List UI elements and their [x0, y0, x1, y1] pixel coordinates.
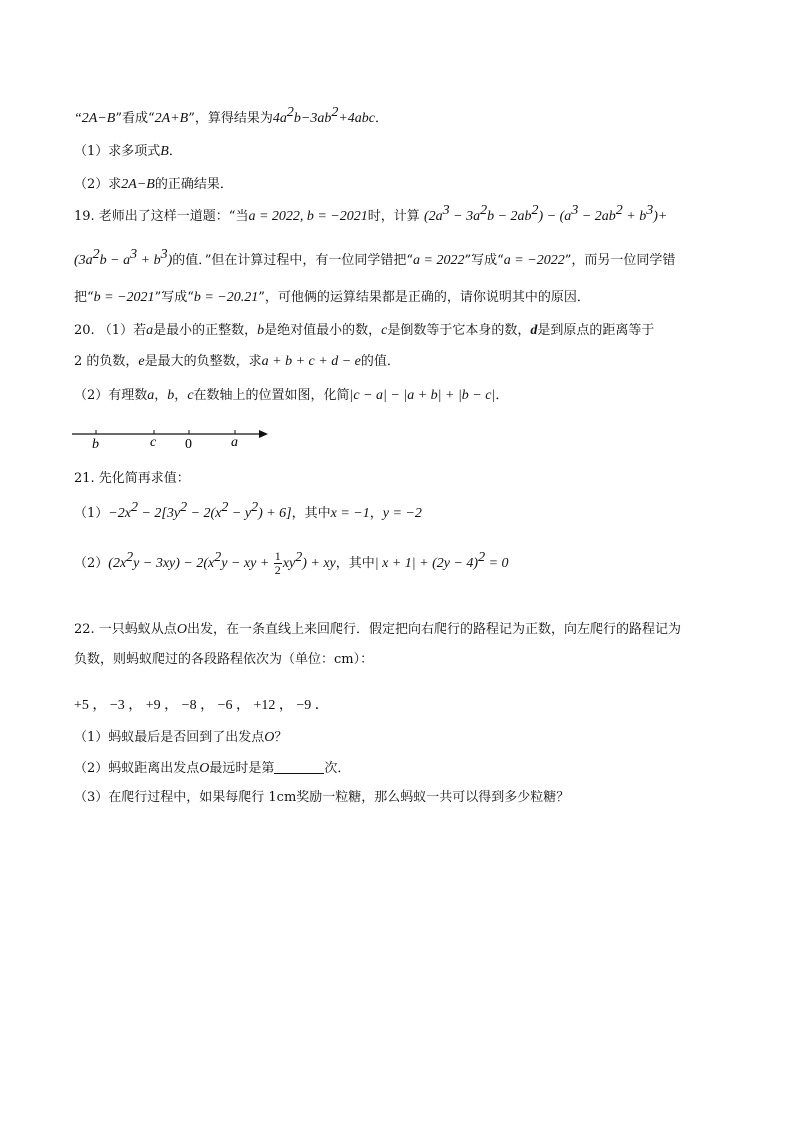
label-a: a: [231, 435, 238, 450]
q22-line2: 负数，则蚂蚁爬过的各段路程依次为（单位：cm）：: [74, 652, 374, 667]
q21-sub2: $(2)(2x^2y - 3xy) - 2(x^2y$ − xy + $\frac{1}{2}$ $xy^2$) + xy，其中| $x + 1| + (2y - 4)^2 = 0$: [74, 549, 509, 577]
label-c: c: [150, 435, 157, 450]
fraction-one-half: $\frac{1}{2}$: [274, 549, 281, 577]
q22-sub3: （3）在爬行过程中，如果每爬行 1cm奖励一粒糖，那么蚂蚁一共可以得到多少粒糖？: [74, 790, 570, 805]
number-line: [72, 422, 272, 452]
q22-line1: 22. 一只蚂蚁从点O出发，在一条直线上来回爬行．假定把向右爬行的路程记为正数，向左爬行的路程记为: [74, 622, 681, 637]
q19-line2: $(3a^2b - a^3 + b^3)$的值．”但在计算过程中，有一位同学错把“a = 2022”写成“a = −2022”，而另一位同学错: [74, 247, 676, 268]
q20-line1: 20. （1）若a是最小的正整数，b是绝对值最小的数，c是倒数等于它本身的数，d是到原点的距离等于: [74, 323, 655, 338]
label-b: b: [92, 437, 99, 452]
q21-sub1: $(1)-2x^2 - 2[3y^2 - 2(x^2 - y^2) + 6]$，其中x = −1，y = −2: [74, 500, 422, 521]
q22-sub2: （2）蚂蚁距离出发点O最远时是第 次．: [74, 761, 351, 776]
answer-blank[interactable]: [274, 761, 324, 774]
q20-line2: 2 的负数，e是最大的负整数，求a + b + c + d − e的值．: [74, 354, 400, 369]
q20-line3: （2）有理数a，b，c在数轴上的位置如图，化简|c − a| − |a + b| + |b − c|．: [74, 388, 509, 403]
q19-line3: 把“b = −2021”写成“b = −20.21”，可他俩的运算结果都是正确的，请你说明其中的原因．: [74, 290, 590, 305]
q19-line1: 19. 老师出了这样一道题：“当a = 2022, b = −2021时，计算 $(2a^3 - 3a^2b - 2ab^2) - (a^3 - 2ab^2 + b^3)+$: [74, 203, 668, 224]
q18-intro: “2A−B”看成“2A+B”，算得结果为$4a^2b-3ab^2+4abc$．: [74, 105, 389, 126]
number-line-arrow: [259, 430, 268, 438]
q22-values: +5 ， −3 ， +9 ， −8 ， −6 ， +12 ， −9 ．: [74, 698, 329, 713]
label-0: 0: [185, 437, 192, 452]
q18-sub1: （1）求多项式B．: [74, 144, 182, 159]
q22-sub1: （1）蚂蚁最后是否回到了出发点O？: [74, 730, 288, 745]
q21-title: 21. 先化简再求值：: [74, 471, 190, 486]
q18-sub2: （2）求2A−B的正确结果．: [74, 177, 233, 192]
